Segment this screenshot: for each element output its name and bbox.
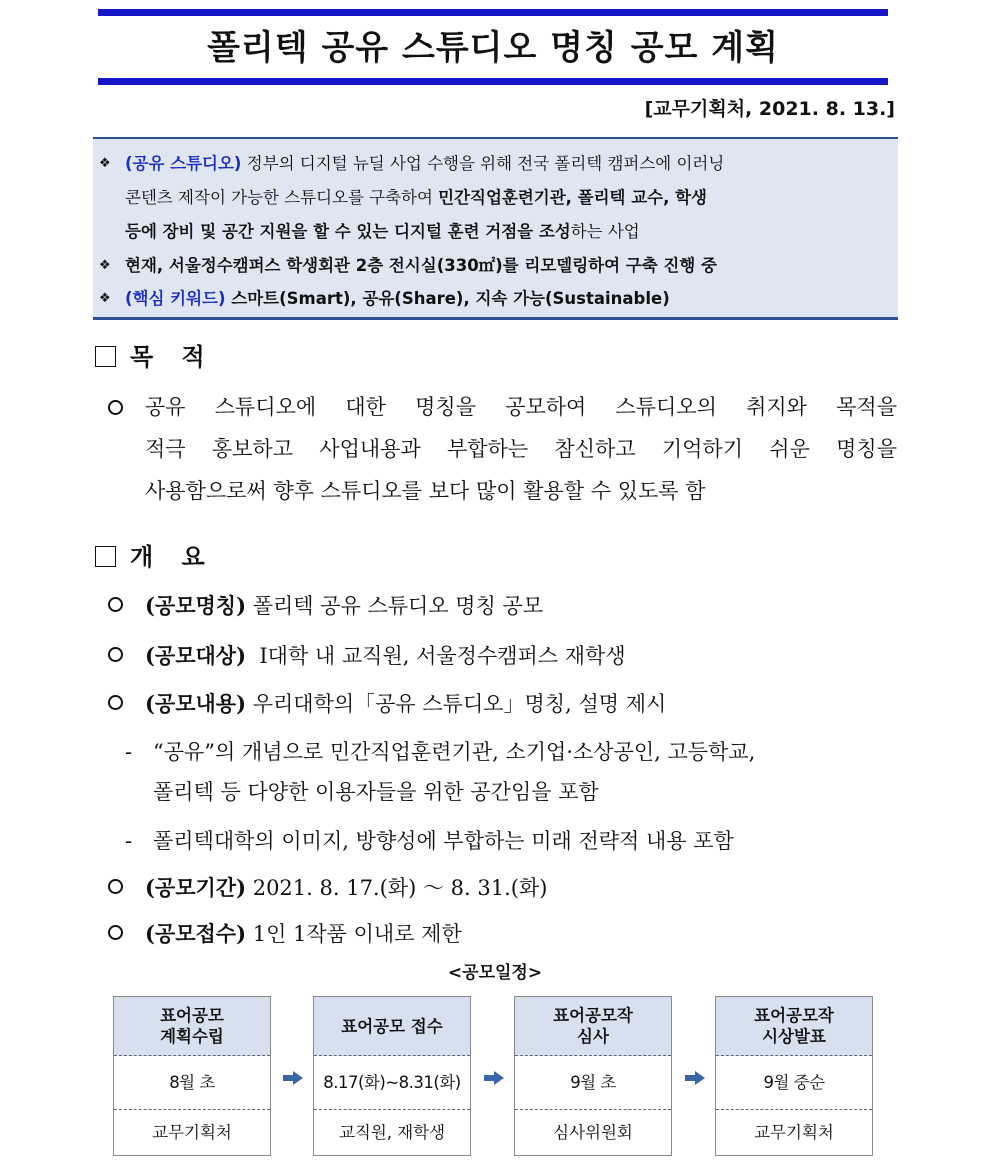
stage-1-date: 8월 초 bbox=[114, 1057, 270, 1110]
summary-keyword-studio: (공유 스튜디오) bbox=[125, 154, 242, 173]
content-detail-2-text: 폴리텍대학의 이미지, 방향성에 부합하는 미래 전략적 내용 포함 bbox=[153, 829, 734, 853]
summary-item-1-line-2: 콘텐츠 제작이 가능한 스튜디오를 구축하여 bbox=[125, 188, 439, 207]
diamond-bullet-icon: ❖ bbox=[99, 258, 111, 273]
overview-item-content: (공모내용) 우리대학의「공유 스튜디오」명칭, 설명 제시 bbox=[108, 684, 666, 724]
stage-2-date: 8.17(화)~8.31(화) bbox=[314, 1057, 470, 1110]
dash-bullet: - bbox=[125, 829, 133, 853]
schedule-stage-4 bbox=[715, 996, 873, 1156]
stage-1-title: 표어공모 계획수립 bbox=[114, 997, 270, 1056]
dash-bullet: - bbox=[125, 740, 133, 764]
summary-item-1-line-2-bold: 민간직업훈련기관, 폴리텍 교수, 학생 bbox=[438, 188, 707, 207]
section-heading-purpose: 목 적 bbox=[95, 340, 215, 374]
content-detail-1-line-2: 폴리텍 등 다양한 이용자들을 위한 공간임을 포함 bbox=[153, 780, 599, 804]
square-bullet-icon bbox=[95, 546, 116, 567]
purpose-line-3: 사용함으로써 향후 스튜디오를 보다 많이 활용할 수 있도록 함 bbox=[145, 479, 706, 503]
overview-item-submission: (공모접수) 1인 1작품 이내로 제한 bbox=[108, 914, 462, 954]
overview-item-period: (공모기간) 2021. 8. 17.(화) ～ 8. 31.(화) bbox=[108, 868, 547, 908]
schedule-stage-2 bbox=[313, 996, 471, 1156]
summary-keyword-core: (핵심 키워드) bbox=[125, 289, 226, 308]
schedule-stage-1 bbox=[113, 996, 271, 1156]
content-detail-1-line-1: “공유”의 개념으로 민간직업훈련기관, 소기업·소상공인, 고등학교, bbox=[153, 740, 756, 764]
summary-box bbox=[93, 137, 898, 320]
stage-3-title: 표어공모작 심사 bbox=[515, 997, 671, 1056]
diamond-bullet-icon: ❖ bbox=[99, 156, 111, 171]
circle-bullet-icon bbox=[108, 400, 123, 415]
arrow-right-icon bbox=[685, 1071, 705, 1085]
section-heading-overview: 개 요 bbox=[95, 540, 215, 574]
stage-3-owner: 심사위원회 bbox=[553, 1123, 633, 1142]
title-bottom-rule bbox=[98, 78, 888, 85]
purpose-line-1: 공유 스튜디오에 대한 명칭을 공모하여 스튜디오의 취지와 목적을 bbox=[145, 395, 897, 419]
stage-4-owner: 교무기획처 bbox=[754, 1123, 834, 1142]
summary-item-1-line-3: 하는 사업 bbox=[570, 222, 640, 241]
schedule-title: <공모일정> bbox=[447, 963, 543, 983]
summary-item-1-line-3-bold: 등에 장비 및 공간 지원을 할 수 있는 디지털 훈련 거점을 조성 bbox=[125, 222, 571, 241]
stage-2-title: 표어공모 접수 bbox=[314, 997, 470, 1056]
stage-4-date: 9월 중순 bbox=[716, 1057, 872, 1110]
schedule-stage-3 bbox=[514, 996, 672, 1156]
purpose-paragraph bbox=[145, 386, 897, 512]
title-block bbox=[98, 9, 888, 85]
stage-2-owner: 교직원, 재학생 bbox=[338, 1123, 446, 1142]
overview-item-target: (공모대상) Ⅰ대학 내 교직원, 서울정수캠퍼스 재학생 bbox=[108, 636, 626, 676]
summary-item-2-text: 현재, 서울정수캠퍼스 학생회관 2층 전시실(330㎡)를 리모델링하여 구축 진행 중 bbox=[125, 256, 717, 275]
stage-4-title: 표어공모작 시상발표 bbox=[716, 997, 872, 1056]
summary-item-1-line-1: 정부의 디지털 뉴딜 사업 수행을 위해 전국 폴리텍 캠퍼스에 이러닝 bbox=[241, 154, 725, 173]
document-title: 폴리텍 공유 스튜디오 명칭 공모 계획 bbox=[207, 28, 779, 68]
circle-bullet-icon bbox=[108, 597, 123, 612]
diamond-bullet-icon: ❖ bbox=[99, 291, 111, 306]
circle-bullet-icon bbox=[108, 879, 123, 894]
summary-item-3-text: 스마트(Smart), 공유(Share), 지속 가능(Sustainable) bbox=[225, 289, 670, 308]
square-bullet-icon bbox=[95, 346, 116, 367]
overview-item-name: (공모명칭) 폴리텍 공유 스튜디오 명칭 공모 bbox=[108, 586, 543, 626]
stage-1-owner: 교무기획처 bbox=[152, 1123, 232, 1142]
title-top-rule bbox=[98, 9, 888, 16]
purpose-line-2: 적극 홍보하고 사업내용과 부합하는 참신하고 기억하기 쉬운 명칭을 bbox=[145, 437, 897, 461]
arrow-right-icon bbox=[484, 1071, 504, 1085]
circle-bullet-icon bbox=[108, 695, 123, 710]
arrow-right-icon bbox=[283, 1071, 303, 1085]
stage-3-date: 9월 초 bbox=[515, 1057, 671, 1110]
document-date: [교무기획처, 2021. 8. 13.] bbox=[644, 98, 895, 120]
circle-bullet-icon bbox=[108, 925, 123, 940]
circle-bullet-icon bbox=[108, 647, 123, 662]
